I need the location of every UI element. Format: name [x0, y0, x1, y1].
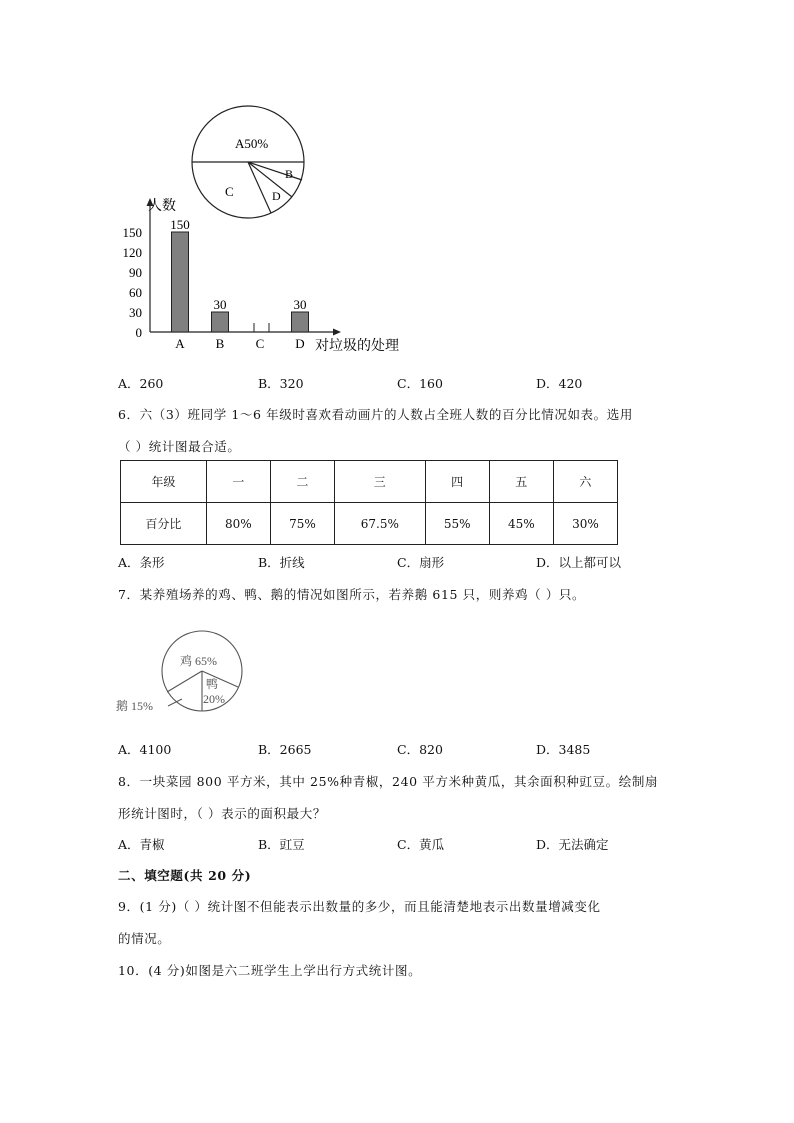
q7-option-b[interactable]: B．2665: [258, 742, 312, 757]
q7-option-c[interactable]: C．820: [397, 742, 443, 757]
q9-text-line1: 9．(1 分)（ ）统计图不但能表示出数量的多少，而且能清楚地表示出数量增减变化: [118, 899, 601, 914]
table-cell: 六: [553, 461, 617, 503]
y-tick-label: 120: [122, 245, 142, 260]
table-cell: 67.5%: [334, 503, 425, 545]
q6-text-line1: 6．六（3）班同学 1～6 年级时喜欢看动画片的人数占全班人数的百分比情况如表。选用: [118, 407, 633, 422]
q8-option-b[interactable]: B．豇豆: [258, 837, 305, 852]
pie-label-b: B: [285, 167, 294, 181]
x-tick-label: C: [255, 336, 265, 351]
q6-text-line2: （ ）统计图最合适。: [118, 439, 241, 454]
table-row: [121, 503, 618, 545]
q7-option-a[interactable]: A．4100: [118, 742, 172, 757]
y-tick-label: 90: [129, 265, 142, 280]
q8-option-d[interactable]: D．无法确定: [536, 837, 609, 852]
pie-label-c: C: [225, 184, 234, 199]
pie-label-a: A50%: [235, 136, 269, 151]
y-tick-label: 60: [129, 285, 142, 300]
pie-label-goose: 鹅 15%: [116, 699, 153, 713]
bar: [292, 312, 309, 332]
q5-option-b[interactable]: B．320: [258, 376, 304, 391]
table-row-label: 百分比: [121, 503, 207, 545]
pie-label-duck: 鸭: [206, 677, 219, 691]
x-tick-label: D: [295, 336, 305, 351]
q8-text-line2: 形统计图时，（ ）表示的面积最大？: [118, 806, 326, 821]
bar-data-label: 150: [170, 217, 190, 232]
q10-text: 10．(4 分)如图是六二班学生上学出行方式统计图。: [118, 963, 422, 978]
q8-option-a[interactable]: A．青椒: [118, 837, 165, 852]
x-tick-label: A: [175, 336, 185, 351]
q5-option-a[interactable]: A．260: [118, 376, 164, 391]
table-cell: 三: [334, 461, 425, 503]
table-cell: 四: [425, 461, 489, 503]
y-tick-label: 150: [122, 225, 142, 240]
grade-percentage-table: [120, 460, 618, 545]
q7-option-d[interactable]: D．3485: [536, 742, 591, 757]
pie-label-chicken: 鸡 65%: [180, 654, 217, 668]
table-cell: 80%: [206, 503, 270, 545]
q6-option-d[interactable]: D．以上都可以: [536, 555, 622, 570]
x-tick-label: B: [215, 336, 225, 351]
q6-option-b[interactable]: B．折线: [258, 555, 305, 570]
table-cell: 五: [489, 461, 553, 503]
bar: [172, 232, 189, 332]
bar-data-label: 30: [293, 297, 307, 312]
q8-option-c[interactable]: C．黄瓜: [397, 837, 445, 852]
table-cell: 55%: [425, 503, 489, 545]
q9-text-line2: 的情况。: [118, 931, 171, 946]
q5-option-c[interactable]: C．160: [397, 376, 443, 391]
table-cell: 45%: [489, 503, 553, 545]
q5-option-d[interactable]: D．420: [536, 376, 583, 391]
q8-text-line1: 8．一块菜园 800 平方米，其中 25%种青椒，240 平方米种黄瓜，其余面积种豇豆。绘制扇: [118, 774, 659, 789]
pie-label-d: D: [272, 189, 281, 203]
q6-option-c[interactable]: C．扇形: [397, 555, 445, 570]
x-axis-label: 对垃圾的处理: [315, 339, 399, 354]
q6-option-a[interactable]: A．条形: [118, 555, 165, 570]
waste-bar-chart: [112, 192, 412, 357]
table-cell: 75%: [270, 503, 334, 545]
poultry-pie-chart: [110, 625, 250, 720]
y-tick-label: 30: [129, 305, 142, 320]
table-cell: 30%: [553, 503, 617, 545]
table-cell: 二: [270, 461, 334, 503]
table-header-label: 年级: [121, 461, 207, 503]
bar-data-label: 30: [213, 297, 227, 312]
table-row: [121, 461, 618, 503]
section-heading: 二、填空题(共 20 分): [118, 868, 252, 883]
y-axis-label: 人数: [148, 199, 176, 214]
pie-label-duck-percent: 20%: [203, 692, 225, 706]
table-cell: 一: [206, 461, 270, 503]
q7-text: 7．某养殖场养的鸡、鸭、鹅的情况如图所示，若养鹅 615 只，则养鸡（ ）只。: [118, 587, 586, 602]
y-tick-label: 0: [135, 325, 142, 340]
bar: [212, 312, 229, 332]
